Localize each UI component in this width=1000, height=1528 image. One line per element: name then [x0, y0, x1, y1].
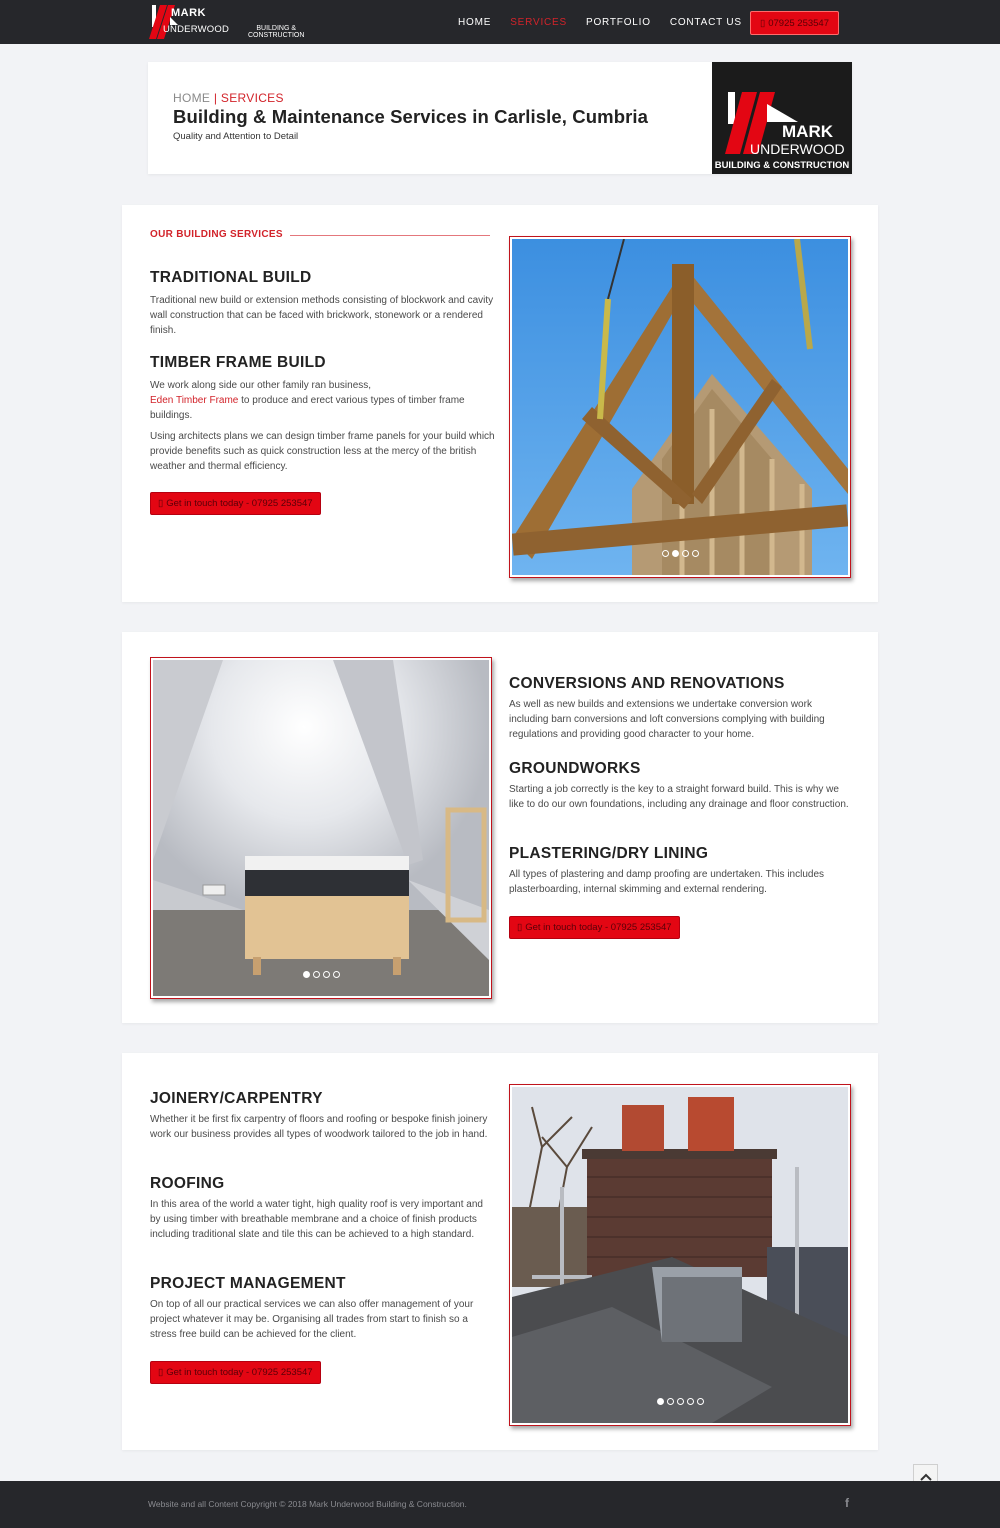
footer-copyright: Website and all Content Copyright © 2018 Mark Underwood Building & Construction.: [148, 1499, 467, 1509]
logo-word-building-line2: CONSTRUCTION: [248, 32, 305, 39]
slider-dot[interactable]: [687, 1398, 694, 1405]
slider-dot[interactable]: [323, 971, 330, 978]
slider-dot[interactable]: [697, 1398, 704, 1405]
cta-label-2: Get in touch today - 07925 253547: [525, 922, 672, 933]
slider-dots-2: [151, 971, 491, 978]
nav-phone-label: 07925 253547: [768, 17, 829, 29]
slider-dot[interactable]: [667, 1398, 674, 1405]
services-section-1: [122, 205, 878, 602]
slider-dot[interactable]: [682, 550, 689, 557]
chimney-roof-photo: [512, 1087, 848, 1423]
header-logo-word-building: BUILDING & CONSTRUCTION: [714, 160, 850, 171]
header-logo-word-underwood: UNDERWOOD: [750, 141, 845, 157]
nav-home[interactable]: HOME: [458, 16, 492, 28]
services-section-2: [122, 632, 878, 1023]
image-slider-1[interactable]: [509, 236, 851, 578]
cta-button-3[interactable]: [150, 1361, 321, 1384]
nav-services[interactable]: SERVICES: [510, 16, 567, 28]
timber-frame-photo: [512, 239, 848, 575]
services-section-3: [122, 1053, 878, 1450]
logo-word-mark: MARK: [171, 7, 206, 19]
phone-icon: ▯: [517, 922, 523, 933]
service-title-conversions: CONVERSIONS AND RENOVATIONS: [509, 675, 785, 692]
site-footer: [0, 1481, 1000, 1528]
cta-label-1: Get in touch today - 07925 253547: [166, 498, 313, 509]
service-text-timber: [150, 378, 495, 423]
service-title-joinery: JOINERY/CARPENTRY: [150, 1090, 323, 1107]
nav-portfolio[interactable]: PORTFOLIO: [586, 16, 651, 28]
service-text-project: On top of all our practical services we can also offer management of your project whatever it may be. Organising all trades from start to finish so a stress free build can be achieved for the client.: [150, 1299, 474, 1340]
service-text-joinery: Whether it be first fix carpentry of floors and roofing or bespoke finish joinery work our business provides all types of woodwork tailored to the job in hand.: [150, 1114, 488, 1140]
service-title-timber: TIMBER FRAME BUILD: [150, 354, 326, 371]
facebook-icon[interactable]: f: [845, 1496, 849, 1510]
slider-dot-active[interactable]: [672, 550, 679, 557]
logo-word-underwood: UNDERWOOD: [163, 24, 230, 35]
breadcrumb: [173, 91, 284, 105]
service-title-groundworks: GROUNDWORKS: [509, 760, 641, 777]
page-subtitle: Quality and Attention to Detail: [173, 131, 299, 142]
header-logo: [712, 62, 852, 174]
service-text-timber-intro: We work along side our other family ran business,: [150, 380, 372, 391]
slider-dot[interactable]: [313, 971, 320, 978]
cta-button-2[interactable]: [509, 916, 680, 939]
header-logo-word-mark: MARK: [782, 122, 833, 141]
logo-word-building: [248, 25, 304, 39]
section-divider: [290, 235, 490, 236]
top-navbar: [0, 0, 1000, 44]
phone-icon: ▯: [760, 17, 766, 29]
section-label: OUR BUILDING SERVICES: [150, 229, 283, 240]
cta-label-3: Get in touch today - 07925 253547: [166, 1367, 313, 1378]
cta-button-1[interactable]: [150, 492, 321, 515]
service-text-timber-outro: to produce and erect various types of timber frame buildings.: [150, 395, 465, 421]
service-text-plastering: All types of plastering and damp proofing are undertaken. This includes plasterboarding, internal skimming and external rendering.: [509, 869, 825, 895]
nav-phone-button[interactable]: [750, 11, 839, 35]
service-text-traditional: Traditional new build or extension methods consisting of blockwork and cavity wall construction that can be faced with brickwork, stonework or a rendered finish.: [150, 295, 494, 336]
image-slider-2[interactable]: [150, 657, 492, 999]
slider-dot[interactable]: [692, 550, 699, 557]
slider-dot-active[interactable]: [303, 971, 310, 978]
slider-dot[interactable]: [333, 971, 340, 978]
nav-contact[interactable]: CONTACT US: [669, 16, 742, 28]
image-slider-3[interactable]: [509, 1084, 851, 1426]
service-title-traditional: TRADITIONAL BUILD: [150, 269, 312, 286]
service-text-groundworks: Starting a job correctly is the key to a straight forward build. This is why we like to do our own foundations, including any drainage and floor construction.: [509, 784, 849, 810]
site-logo[interactable]: [148, 3, 305, 41]
service-text-timber-2: Using architects plans we can design timber frame panels for your build which provide benefits such as quick construction less at the mercy of the british weather and thermal efficiency.: [150, 431, 495, 472]
slider-dot[interactable]: [662, 550, 669, 557]
slider-dots-1: [510, 550, 850, 557]
eden-timber-frame-link[interactable]: Eden Timber Frame: [150, 395, 239, 406]
service-title-roofing: ROOFING: [150, 1175, 225, 1192]
header-logo-mark-icon: [712, 62, 852, 174]
slider-dot[interactable]: [677, 1398, 684, 1405]
phone-icon: ▯: [158, 1367, 164, 1378]
phone-icon: ▯: [158, 498, 164, 509]
slider-dot-active[interactable]: [657, 1398, 664, 1405]
service-text-conversions: As well as new builds and extensions we undertake conversion work including barn conversions and loft conversions complying with building regulations and providing good character to your home.: [509, 699, 825, 740]
breadcrumb-home[interactable]: HOME: [173, 91, 211, 105]
service-title-project: PROJECT MANAGEMENT: [150, 1275, 346, 1292]
breadcrumb-current[interactable]: SERVICES: [220, 91, 284, 105]
main-menu: [458, 0, 761, 44]
page-header-card: [148, 62, 852, 174]
service-title-plastering: PLASTERING/DRY LINING: [509, 845, 709, 862]
service-text-roofing: In this area of the world a water tight, high quality roof is very important and by using timber with breathable membrane and a choice of finish products including traditional slate and tile this can be achieved to a high standard.: [150, 1199, 483, 1240]
chevron-up-icon: [920, 1473, 932, 1481]
page-title: Building & Maintenance Services in Carlisle, Cumbria: [173, 106, 649, 127]
breadcrumb-separator: |: [213, 91, 218, 105]
loft-conversion-photo: [153, 660, 489, 996]
logo-word-building-line1: BUILDING &: [256, 25, 297, 32]
slider-dots-3: [510, 1398, 850, 1405]
